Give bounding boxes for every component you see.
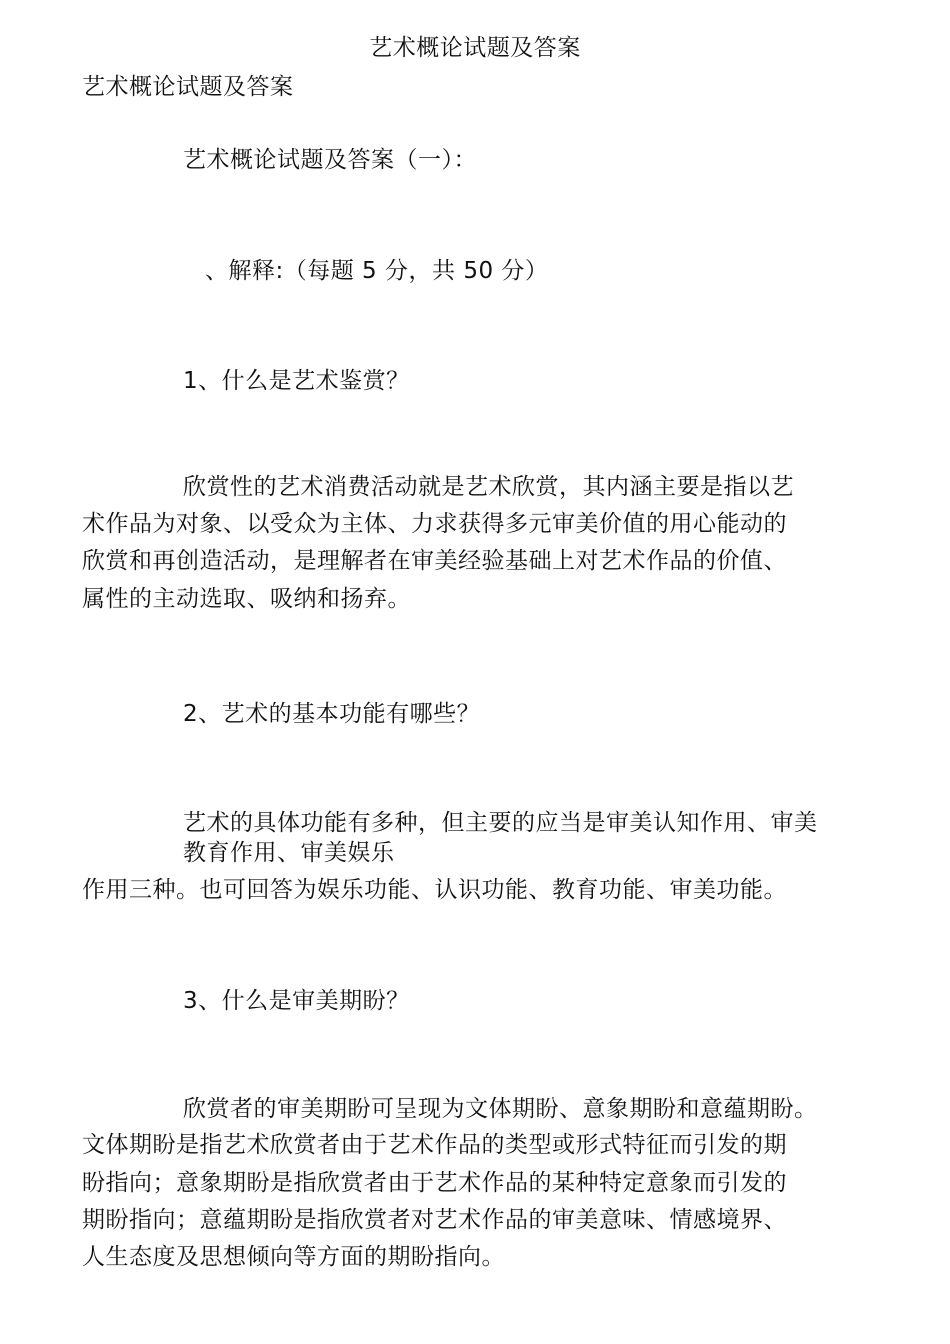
answer-2-line: 教育作用、审美娱乐	[183, 840, 395, 866]
answer-2-line: 作用三种。也可回答为娱乐功能、认识功能、教育功能、审美功能。	[82, 877, 787, 903]
answer-3-line: 盼指向；意象期盼是指欣赏者由于艺术作品的某种特定意象而引发的	[82, 1170, 787, 1196]
question-2: 2、艺术的基本功能有哪些？	[183, 701, 481, 727]
page-header-title: 艺术概论试题及答案	[369, 35, 581, 61]
answer-3-line: 人生态度及思想倾向等方面的期盼指向。	[82, 1244, 505, 1270]
answer-2-line: 艺术的具体功能有多种，但主要的应当是审美认知作用、审美	[183, 810, 818, 836]
answer-3-line: 期盼指向；意蕴期盼是指欣赏者对艺术作品的审美意味、情感境界、	[82, 1207, 787, 1233]
section-title: 艺术概论试题及答案（一）：	[183, 147, 477, 173]
question-1: 1、什么是艺术鉴赏？	[183, 368, 410, 394]
question-3: 3、什么是审美期盼？	[183, 988, 410, 1014]
answer-1-line: 属性的主动选取、吸纳和扬弃。	[82, 586, 411, 612]
answer-1-line: 术作品为对象、以受众为主体、力求获得多元审美价值的用心能动的	[82, 511, 787, 537]
answer-3-line: 文体期盼是指艺术欣赏者由于艺术作品的类型或形式特征而引发的期	[82, 1132, 787, 1158]
document-title: 艺术概论试题及答案	[82, 74, 294, 100]
answer-1-line: 欣赏和再创造活动，是理解者在审美经验基础上对艺术作品的价值、	[82, 548, 787, 574]
answer-3-line: 欣赏者的审美期盼可呈现为文体期盼、意象期盼和意蕴期盼。	[183, 1096, 818, 1122]
answer-1-line: 欣赏性的艺术消费活动就是艺术欣赏，其内涵主要是指以艺	[183, 474, 794, 500]
part-heading: 、解释:（每题 5 分，共 50 分）	[205, 258, 549, 284]
